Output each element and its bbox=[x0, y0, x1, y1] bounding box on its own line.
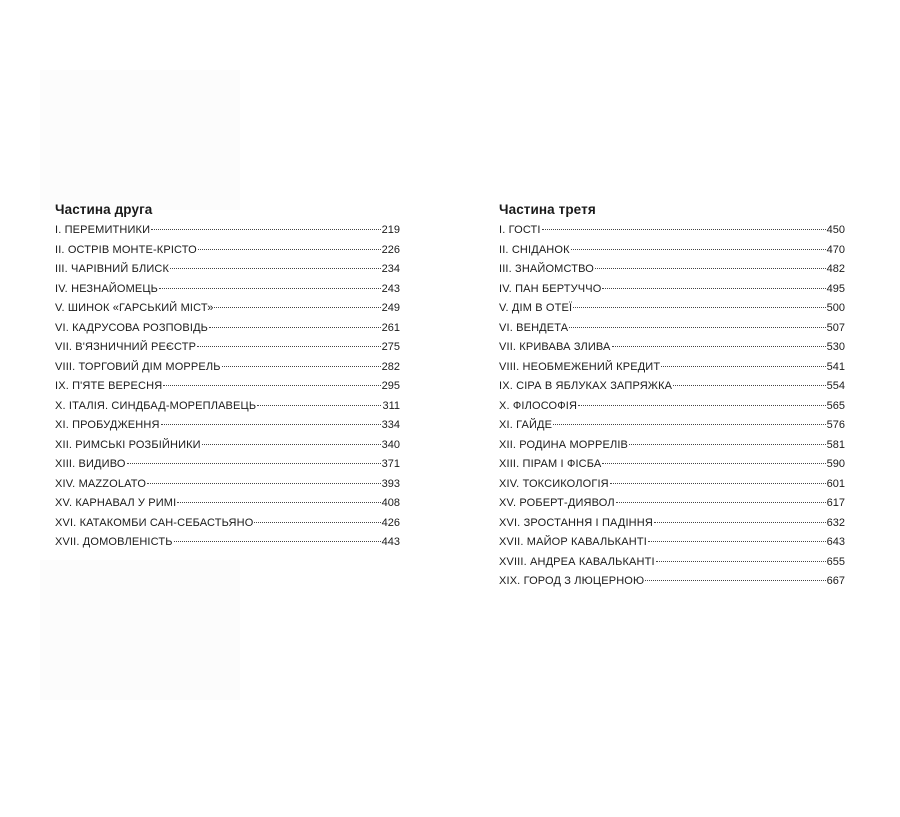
dot-leader bbox=[214, 307, 380, 308]
dot-leader bbox=[174, 541, 381, 542]
dot-leader bbox=[161, 424, 381, 425]
toc-entry bbox=[499, 475, 845, 495]
toc-entry-title: I. ГОСТІ bbox=[499, 224, 541, 236]
dot-leader bbox=[661, 366, 825, 367]
toc-entry-title: XVII. ДОМОВЛЕНІСТЬ bbox=[55, 536, 173, 548]
toc-entry-page: 590 bbox=[826, 458, 845, 470]
toc-entry-page: 226 bbox=[381, 243, 400, 256]
toc-entry bbox=[55, 358, 400, 378]
toc-entry-page: 667 bbox=[826, 575, 845, 587]
dot-leader bbox=[610, 483, 826, 484]
toc-entry-title: X. ІТАЛІЯ. СИНДБАД-МОРЕПЛАВЕЦЬ bbox=[55, 399, 257, 412]
toc-entry bbox=[499, 358, 845, 378]
toc-entry bbox=[55, 533, 400, 553]
toc-entry-title: VIII. НЕОБМЕЖЕНИЙ КРЕДИТ bbox=[499, 360, 661, 373]
toc-entry-page: 500 bbox=[826, 302, 845, 314]
toc-entry bbox=[499, 397, 845, 417]
dot-leader bbox=[612, 346, 826, 347]
toc-entry bbox=[55, 299, 400, 319]
toc-entry-page: 443 bbox=[381, 536, 400, 548]
toc-part-three bbox=[499, 200, 845, 592]
toc-entry-title: XIX. ГОРОД З ЛЮЦЕРНОЮ bbox=[499, 575, 645, 587]
toc-entry-page: 530 bbox=[826, 341, 845, 353]
toc-entry-title: XV. КАРНАВАЛ У РИМІ bbox=[55, 497, 177, 509]
toc-entry-page: 495 bbox=[826, 282, 845, 295]
toc-entry-title: XVI. КАТАКОМБИ САН-СЕБАСТЬЯНО bbox=[55, 516, 254, 529]
dot-leader bbox=[542, 229, 826, 230]
toc-entry-page: 632 bbox=[826, 516, 845, 529]
toc-entry-page: 340 bbox=[381, 438, 400, 451]
toc-entry bbox=[499, 494, 845, 514]
dot-leader bbox=[147, 483, 380, 484]
toc-entry-title: VII. КРИВАВА ЗЛИВА bbox=[499, 341, 611, 353]
dot-leader bbox=[170, 268, 381, 269]
toc-entry-page: 617 bbox=[826, 497, 845, 509]
toc-entry bbox=[499, 260, 845, 280]
toc-entry-title: XVIII. АНДРЕА КАВАЛЬКАНТІ bbox=[499, 555, 655, 568]
dot-leader bbox=[629, 444, 826, 445]
toc-entry-title: VII. В'ЯЗНИЧНИЙ РЕЄСТР bbox=[55, 341, 197, 353]
toc-entry-page: 576 bbox=[826, 419, 845, 431]
toc-entry bbox=[55, 319, 400, 339]
dot-leader bbox=[163, 385, 380, 386]
toc-entry-page: 282 bbox=[381, 360, 400, 373]
toc-entry bbox=[499, 514, 845, 534]
toc-entry-title: VI. КАДРУСОВА РОЗПОВІДЬ bbox=[55, 321, 209, 334]
toc-entry-page: 507 bbox=[826, 321, 845, 334]
dot-leader bbox=[656, 561, 826, 562]
toc-entry bbox=[499, 533, 845, 553]
toc-entry-title: IV. НЕЗНАЙОМЕЦЬ bbox=[55, 282, 159, 295]
toc-entry bbox=[55, 377, 400, 397]
faint-bleed-through bbox=[40, 70, 240, 210]
dot-leader bbox=[209, 327, 381, 328]
toc-entry-page: 371 bbox=[381, 458, 400, 470]
toc-entry bbox=[499, 436, 845, 456]
toc-entry-title: XVII. МАЙОР КАВАЛЬКАНТІ bbox=[499, 536, 647, 548]
toc-entry-title: IV. ПАН БЕРТУЧЧО bbox=[499, 282, 602, 295]
toc-entry-page: 408 bbox=[381, 497, 400, 509]
dot-leader bbox=[151, 229, 381, 230]
dot-leader bbox=[602, 463, 825, 464]
part-three-heading: Частина третя bbox=[499, 202, 596, 217]
toc-entry bbox=[55, 221, 400, 241]
toc-entry bbox=[499, 241, 845, 261]
toc-entry-title: V. ШИНОК «ГАРСЬКИЙ МІСТ» bbox=[55, 302, 214, 314]
toc-entry-page: 565 bbox=[826, 399, 845, 412]
toc-entry bbox=[499, 299, 845, 319]
dot-leader bbox=[177, 502, 380, 503]
toc-entry-page: 655 bbox=[826, 555, 845, 568]
dot-leader bbox=[254, 522, 380, 523]
toc-entry-page: 275 bbox=[381, 341, 400, 353]
toc-entry-title: IX. СІРА В ЯБЛУКАХ ЗАПРЯЖКА bbox=[499, 380, 673, 392]
toc-entry-title: IX. П'ЯТЕ ВЕРЕСНЯ bbox=[55, 380, 163, 392]
toc-entry-title: I. ПЕРЕМИТНИКИ bbox=[55, 224, 151, 236]
toc-entry bbox=[55, 416, 400, 436]
dot-leader bbox=[197, 346, 381, 347]
toc-entry-page: 482 bbox=[826, 263, 845, 275]
toc-entry-title: XIV. ТОКСИКОЛОГІЯ bbox=[499, 477, 609, 490]
toc-entry-title: III. ЗНАЙОМСТВО bbox=[499, 263, 594, 275]
dot-leader bbox=[569, 327, 825, 328]
part-two-heading: Частина друга bbox=[55, 202, 153, 217]
toc-entry bbox=[55, 260, 400, 280]
dot-leader bbox=[616, 502, 826, 503]
dot-leader bbox=[573, 307, 825, 308]
toc-entry-title: XIII. ВИДИВО bbox=[55, 458, 126, 470]
toc-entry-title: XII. РОДИНА МОРРЕЛІВ bbox=[499, 438, 629, 451]
dot-leader bbox=[571, 249, 826, 250]
faint-bleed-through bbox=[40, 560, 240, 700]
dot-leader bbox=[257, 405, 381, 406]
toc-entry bbox=[499, 377, 845, 397]
dot-leader bbox=[595, 268, 826, 269]
toc-entry-page: 581 bbox=[826, 438, 845, 451]
dot-leader bbox=[648, 541, 826, 542]
toc-entry-title: VIII. ТОРГОВИЙ ДІМ МОРРЕЛЬ bbox=[55, 360, 221, 373]
toc-entry-title: II. СНІДАНОК bbox=[499, 243, 570, 256]
dot-leader bbox=[159, 288, 381, 289]
toc-entry-title: X. ФІЛОСОФІЯ bbox=[499, 399, 578, 412]
dot-leader bbox=[645, 580, 825, 581]
toc-part-two bbox=[55, 200, 400, 553]
dot-leader bbox=[654, 522, 826, 523]
toc-entry bbox=[499, 280, 845, 300]
toc-entry-page: 470 bbox=[826, 243, 845, 256]
toc-entry-page: 601 bbox=[826, 477, 845, 490]
toc-entry-title: II. ОСТРІВ МОНТЕ-КРІСТО bbox=[55, 243, 197, 256]
toc-entry-title: III. ЧАРІВНИЙ БЛИСК bbox=[55, 263, 170, 275]
toc-entry-page: 219 bbox=[381, 224, 400, 236]
toc-entry-page: 249 bbox=[381, 302, 400, 314]
toc-entry bbox=[55, 436, 400, 456]
toc-entry bbox=[499, 416, 845, 436]
toc-entry bbox=[499, 319, 845, 339]
toc-entry-page: 541 bbox=[826, 360, 845, 373]
toc-entry bbox=[55, 338, 400, 358]
toc-entry-title: XI. ПРОБУДЖЕННЯ bbox=[55, 419, 160, 431]
toc-entry-title: XII. РИМСЬКІ РОЗБІЙНИКИ bbox=[55, 438, 201, 451]
toc-entry-page: 643 bbox=[826, 536, 845, 548]
toc-entry-page: 295 bbox=[381, 380, 400, 392]
toc-entry-title: XI. ГАЙДЕ bbox=[499, 419, 553, 431]
toc-entry-title: V. ДІМ В ОТЕЇ bbox=[499, 302, 573, 314]
toc-entry bbox=[499, 455, 845, 475]
toc-entry bbox=[55, 494, 400, 514]
toc-entry-page: 393 bbox=[381, 477, 400, 490]
toc-entry-title: XIII. ПІРАМ І ФІСБА bbox=[499, 458, 602, 470]
toc-entry bbox=[499, 221, 845, 241]
toc-entry bbox=[55, 455, 400, 475]
toc-entry bbox=[499, 553, 845, 573]
part-two-entries bbox=[55, 221, 400, 553]
toc-entry-page: 261 bbox=[381, 321, 400, 334]
toc-entry bbox=[55, 514, 400, 534]
toc-entry bbox=[499, 572, 845, 592]
toc-entry bbox=[55, 475, 400, 495]
dot-leader bbox=[198, 249, 381, 250]
dot-leader bbox=[673, 385, 825, 386]
toc-entry bbox=[55, 397, 400, 417]
toc-entry-page: 243 bbox=[381, 282, 400, 295]
toc-entry-page: 426 bbox=[381, 516, 400, 529]
toc-entry-page: 311 bbox=[382, 399, 400, 412]
dot-leader bbox=[553, 424, 826, 425]
dot-leader bbox=[578, 405, 826, 406]
toc-entry-title: XVI. ЗРОСТАННЯ І ПАДІННЯ bbox=[499, 516, 653, 529]
part-three-entries bbox=[499, 221, 845, 592]
toc-entry-title: XIV. MAZZOLATO bbox=[55, 477, 147, 490]
toc-entry bbox=[55, 241, 400, 261]
dot-leader bbox=[222, 366, 381, 367]
dot-leader bbox=[202, 444, 381, 445]
toc-entry-page: 234 bbox=[381, 263, 400, 275]
toc-entry-page: 450 bbox=[826, 224, 845, 236]
toc-entry-page: 554 bbox=[826, 380, 845, 392]
dot-leader bbox=[127, 463, 381, 464]
toc-entry-title: VI. ВЕНДЕТА bbox=[499, 321, 569, 334]
dot-leader bbox=[602, 288, 825, 289]
toc-entry bbox=[55, 280, 400, 300]
toc-entry-title: XV. РОБЕРТ-ДИЯВОЛ bbox=[499, 497, 615, 509]
toc-entry-page: 334 bbox=[381, 419, 400, 431]
toc-entry bbox=[499, 338, 845, 358]
